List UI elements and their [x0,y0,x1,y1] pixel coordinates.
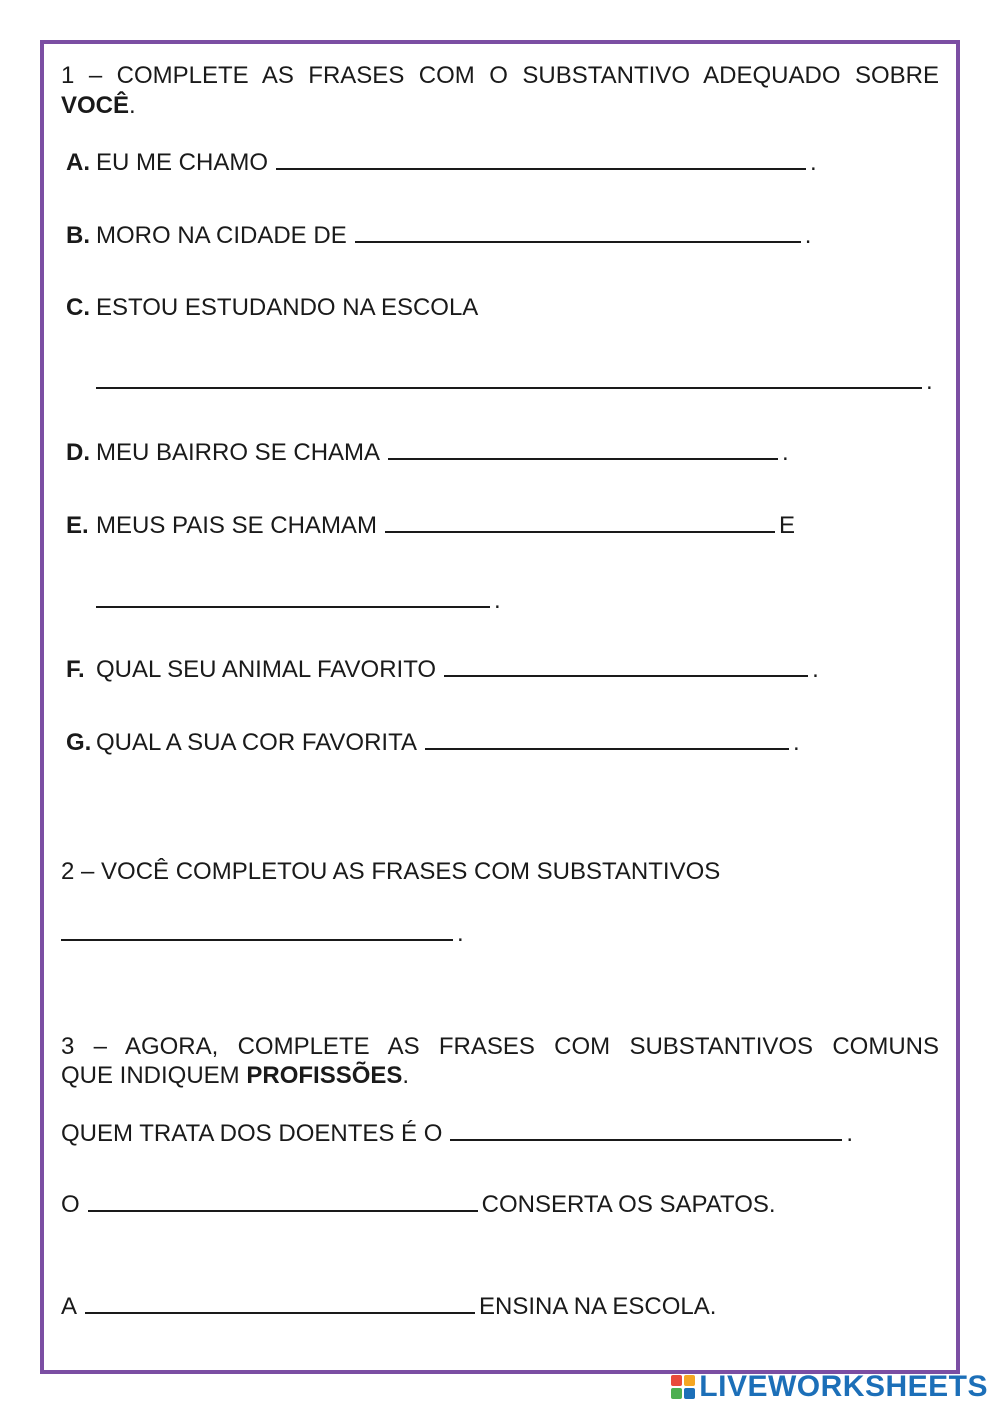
q3-blank-2[interactable] [88,1190,478,1212]
item-a: EU ME CHAMO . [96,149,817,176]
logo-square-1 [671,1375,682,1386]
item-c-line2: . [96,367,933,397]
logo-square-3 [671,1388,682,1399]
q2-answer-line: . [61,919,464,949]
liveworksheets-logo[interactable] [671,1372,988,1402]
item-e-blank-1[interactable] [385,511,775,533]
item-b: MORO NA CIDADE DE . [96,222,812,249]
item-c: ESTOU ESTUDANDO NA ESCOLA [96,294,479,321]
q3-sentence-3: A ENSINA NA ESCOLA. [61,1293,717,1320]
q1-instruction: 1 – COMPLETE AS FRASES COM O SUBSTANTIVO ADEQUADO SOBRE [61,62,939,89]
q1-emphasis: VOCÊ [61,92,130,119]
item-g: QUAL A SUA COR FAVORITA . [96,729,800,756]
q3-instruction: 3 – AGORA, COMPLETE AS FRASES COM SUBSTANTIVOS COMUNS [61,1033,939,1060]
liveworksheets-icon [671,1375,695,1399]
item-b-letter: B. [66,222,90,249]
q1-instruction-line2: VOCÊ. [61,92,136,119]
q3-instruction-line2: QUE INDIQUEM PROFISSÕES. [61,1062,410,1089]
item-c-letter: C. [66,294,90,321]
item-e-letter: E. [66,512,89,539]
item-a-letter: A. [66,149,90,176]
item-f-blank[interactable] [444,655,808,677]
q3-sentence-1: QUEM TRATA DOS DOENTES É O . [61,1120,854,1147]
q3-emphasis: PROFISSÕES [246,1062,403,1089]
item-e: MEUS PAIS SE CHAMAM E [96,512,795,539]
liveworksheets-brand: LIVEWORKSHEETS [699,1370,988,1403]
logo-square-2 [684,1375,695,1386]
item-b-blank[interactable] [355,221,801,243]
item-e-line2: . [96,586,501,616]
q2-blank[interactable] [61,919,453,941]
logo-square-4 [684,1388,695,1399]
item-g-letter: G. [66,729,92,756]
q2-instruction: 2 – VOCÊ COMPLETOU AS FRASES COM SUBSTANTIVOS [61,858,721,885]
item-d: MEU BAIRRO SE CHAMA . [96,439,789,466]
item-e-blank-2[interactable] [96,586,490,608]
q3-blank-1[interactable] [450,1119,842,1141]
item-d-blank[interactable] [388,438,778,460]
item-f: QUAL SEU ANIMAL FAVORITO . [96,656,819,683]
q3-sentence-2: O CONSERTA OS SAPATOS. [61,1191,776,1218]
item-g-blank[interactable] [425,728,789,750]
item-c-blank[interactable] [96,367,922,389]
q3-blank-3[interactable] [85,1292,475,1314]
item-a-blank[interactable] [276,148,806,170]
item-f-letter: F. [66,656,85,683]
item-d-letter: D. [66,439,90,466]
